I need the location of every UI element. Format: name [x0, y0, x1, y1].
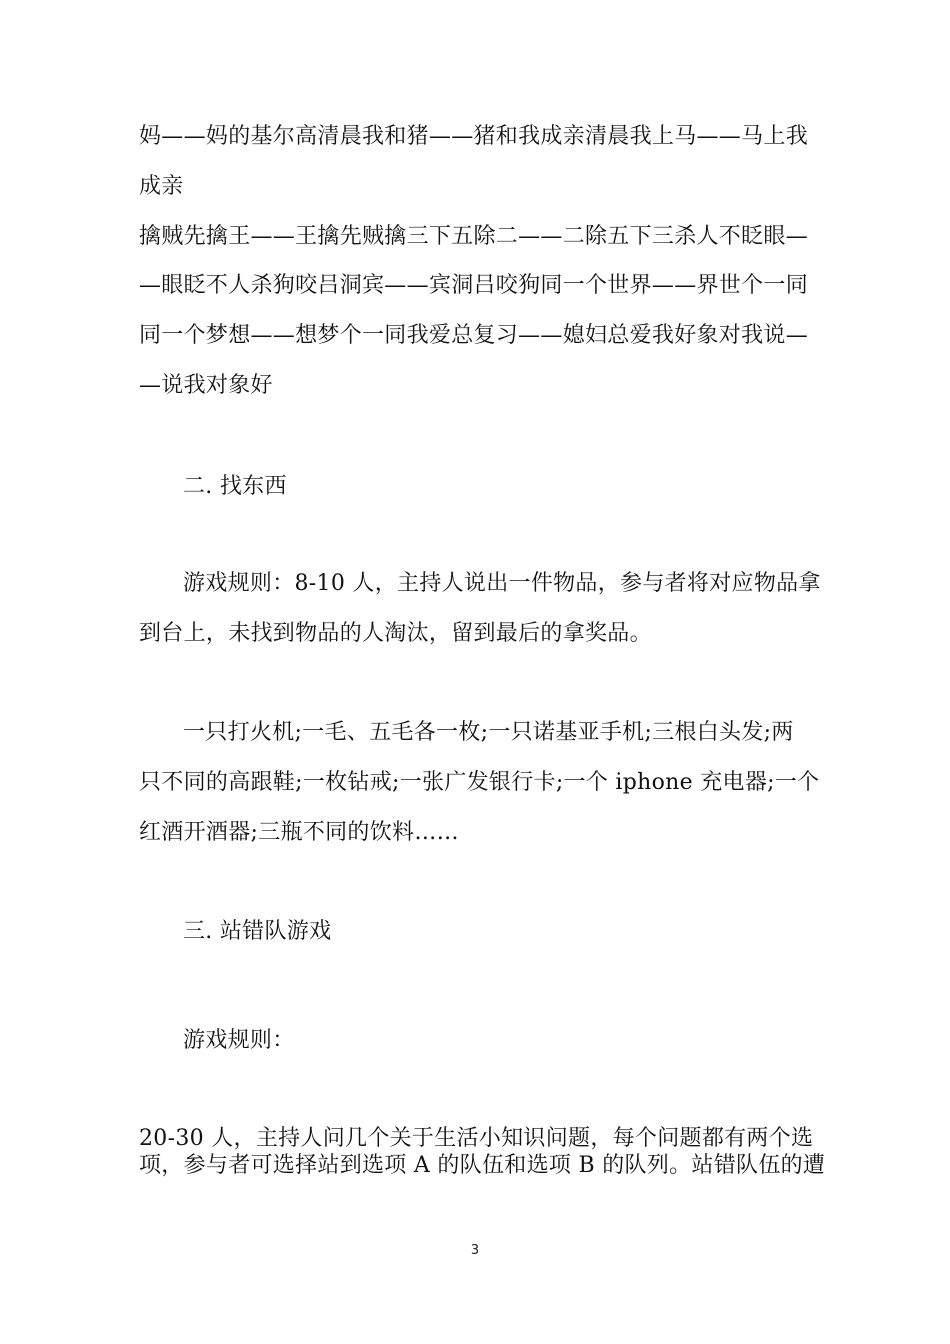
text-line: 妈——妈的基尔高清晨我和猪——猪和我成亲清晨我上马——马上我 — [139, 124, 809, 149]
section-heading: 三. 站错队游戏 — [183, 919, 332, 944]
text-line: 成亲 — [139, 174, 184, 199]
rules-line: 游戏规则：8-10 人，主持人说出一件物品，参与者将对应物品拿 — [183, 571, 821, 596]
rules-label: 游戏规则： — [183, 1028, 295, 1053]
text-line: —眼眨不人杀狗咬吕洞宾——宾洞吕咬狗同一个世界——界世个一同 — [139, 273, 809, 298]
items-line: 只不同的高跟鞋;一枚钻戒;一张广发银行卡;一个 iphone 充电器;一个 — [139, 770, 820, 795]
rules-line: 到台上，未找到物品的人淘汰，留到最后的拿奖品。 — [139, 621, 652, 646]
text-line: 同一个梦想——想梦个一同我爱总复习——媳妇总爱我好象对我说— — [139, 323, 809, 348]
items-line: 一只打火机;一毛、五毛各一枚;一只诺基亚手机;三根白头发;两 — [183, 720, 794, 745]
text-line: 擒贼先擒王——王擒先贼擒三下五除二——二除五下三杀人不眨眼— — [139, 224, 809, 249]
page-number: 3 — [470, 1243, 480, 1258]
section-heading: 二. 找东西 — [183, 474, 287, 499]
body-line: 项，参与者可选择站到选项 A 的队伍和选项 B 的队列。站错队伍的遭 — [139, 1153, 826, 1178]
items-line: 红酒开酒器;三瓶不同的饮料…… — [139, 820, 459, 845]
body-line: 20-30 人，主持人问几个关于生活小知识问题，每个问题都有两个选 — [139, 1126, 814, 1151]
text-line: —说我对象好 — [139, 373, 273, 398]
